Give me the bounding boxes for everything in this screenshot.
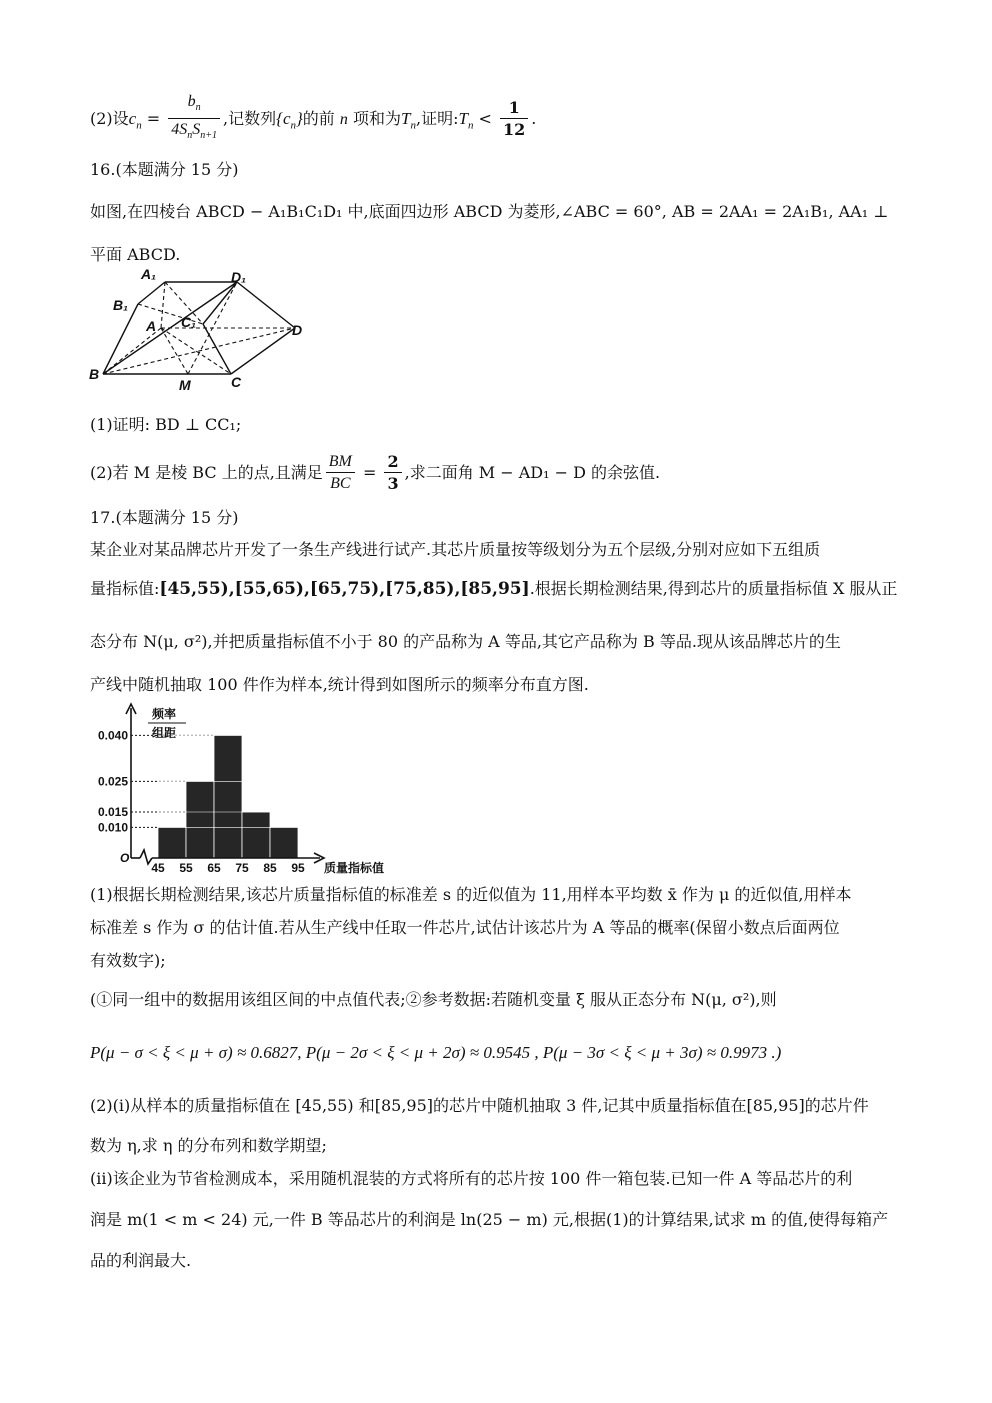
q16-equals: = (357, 463, 382, 482)
bm-bc-fraction: $\frac{BM}{BC}$ (326, 452, 355, 495)
q16-line1: 如图,在四棱台 ABCD − A₁B₁C₁D₁ 中,底面四边形 ABCD 为菱形,∠ABC = 60°, AB = 2AA₁ = 2A₁B₁, AA₁ ⊥ (90, 202, 889, 221)
y-tick-label-1: 0.040 (97, 728, 128, 743)
q17-note-line2: P(μ − σ < ξ < μ + σ) ≈ 0.6827, P(μ − 2σ < ξ < μ + 2σ) ≈ 0.9545 , P(μ − 3σ < ξ < μ + 3σ) ≈ 0.9973 .) (90, 1043, 782, 1062)
x-tick-label-45: 45 (151, 861, 165, 875)
histogram-bar-4 (242, 812, 270, 858)
q16-p2-text-b: ,求二面角 M − AD₁ − D 的余弦值. (404, 463, 661, 482)
label-B1: B₁ (113, 297, 129, 313)
n-symbol: n (339, 111, 348, 129)
q17-p3-line3: 品的利润最大. (90, 1251, 192, 1270)
q15-end: . (531, 109, 537, 129)
q17-note-line1: (①同一组中的数据用该组区间的中点值代表;②参考数据:若随机变量 ξ 服从正态分布 N(μ, σ²),则 (90, 990, 777, 1009)
y-label-top: 频率 (152, 707, 177, 721)
origin-label: O (120, 851, 130, 865)
q16-p2-text-a: (2)若 M 是棱 BC 上的点,且满足 (90, 463, 323, 482)
T-symbol: $T_n$ (401, 109, 416, 132)
q16-part1: (1)证明: BD ⊥ CC₁; (90, 415, 242, 434)
q17-line3: 态分布 N(μ, σ²),并把质量指标值不小于 80 的产品称为 A 等品,其它产品称为 B 等品.现从该品牌芯片的生 (90, 632, 841, 651)
q16-part2 (90, 452, 660, 495)
label-B: B (89, 366, 100, 382)
label-C1: C₁ (181, 314, 197, 330)
x-tick-label-85: 85 (263, 861, 277, 875)
q16-header: 16.(本题满分 15 分) (90, 160, 239, 179)
q17-p1-line1: (1)根据长期检测结果,该芯片质量指标值的标准差 s 的近似值为 11,用样本平均数 x̄ 作为 μ 的近似值,用样本 (90, 885, 852, 904)
q15-prefix: (2)设 (90, 109, 129, 129)
frac-den: $4S_nS_{n+1}$ (171, 121, 218, 142)
histogram-bar-2 (186, 781, 214, 858)
q15-fraction (168, 92, 220, 147)
c-symbol: $c_n$ (128, 109, 142, 132)
equals: = (141, 109, 166, 129)
frustum-figure (85, 266, 315, 396)
histogram-bar-1 (158, 827, 186, 858)
q17-line1: 某企业对某品牌芯片开发了一条生产线进行试产.其芯片质量按等级划分为五个层级,分别对应如下五组质 (90, 540, 821, 559)
x-tick-label-75: 75 (235, 861, 249, 875)
less-than: < (473, 109, 498, 129)
frequency-histogram (88, 700, 398, 880)
q15-part2-line (90, 92, 536, 147)
q17-line4: 产线中随机抽取 100 件作为样本,统计得到如图所示的频率分布直方图. (90, 675, 589, 694)
q17-p3-line1: (ii)该企业为节省检测成本，采用随机混装的方式将所有的芯片按 100 件一箱包装.已知一件 A 等品芯片的利 (90, 1169, 853, 1188)
q15-mid-text: ,记数列 (223, 109, 277, 129)
label-A1: A₁ (141, 266, 157, 282)
frac-num: $b_n$ (168, 92, 220, 119)
y-tick-label-4: 0.010 (97, 820, 128, 835)
q17-p1-line2: 标准差 s 作为 σ 的估计值.若从生产线中任取一件芯片,试估计该芯片为 A 等品的概率(保留小数点后面两位 (90, 918, 840, 937)
q15-text3: 项和为 (353, 109, 402, 129)
q17-p2-line2: 数为 η,求 η 的分布列和数学期望; (90, 1136, 327, 1155)
label-A: A (146, 318, 157, 334)
label-M: M (179, 377, 191, 393)
x-axis-label: 质量指标值 (324, 861, 385, 875)
q17-header: 17.(本题满分 15 分) (90, 508, 239, 527)
y-tick-label-3: 0.015 (97, 805, 128, 819)
q15-text4: ,证明: (415, 109, 459, 129)
intervals-list: [45,55),[55,65),[65,75),[75,85),[85,95] (159, 579, 530, 599)
q17-line2 (90, 579, 897, 599)
x-tick-label-55: 55 (179, 861, 193, 875)
y-label-bottom: 组距 (152, 726, 177, 740)
T-symbol-2: $T_n$ (458, 109, 474, 132)
y-tick-label-2: 0.025 (97, 774, 128, 789)
q17-p1-line3: 有效数字); (90, 951, 166, 970)
label-C: C (231, 374, 242, 390)
two-thirds-fraction: $\frac{2}{3}$ (384, 452, 401, 495)
one-twelfth-fraction: $\frac{1}{12}$ (500, 98, 528, 141)
q15-text2: 的前 (302, 109, 335, 129)
label-D: D (292, 322, 303, 338)
q16-line2: 平面 ABCD. (90, 245, 181, 264)
x-tick-label-95: 95 (291, 861, 305, 875)
x-tick-label-65: 65 (207, 861, 221, 875)
histogram-bar-3 (214, 735, 242, 858)
label-D1: D₁ (231, 269, 247, 285)
q17-p2-line1: (2)(i)从样本的质量指标值在 [45,55) 和[85,95]的芯片中随机抽取 3 件,记其中质量指标值在[85,95]的芯片件 (90, 1096, 869, 1115)
q17-line2-b: .根据长期检测结果,得到芯片的质量指标值 X 服从正 (529, 579, 898, 598)
sequence-set: $\{c_n\}$ (276, 109, 303, 132)
q17-p3-line2: 润是 m(1 < m < 24) 元,一件 B 等品芯片的利润是 ln(25 − m) 元,根据(1)的计算结果,试求 m 的值,使得每箱产 (90, 1210, 889, 1229)
q17-line2-a: 量指标值: (90, 579, 160, 598)
histogram-bar-5 (270, 827, 298, 858)
